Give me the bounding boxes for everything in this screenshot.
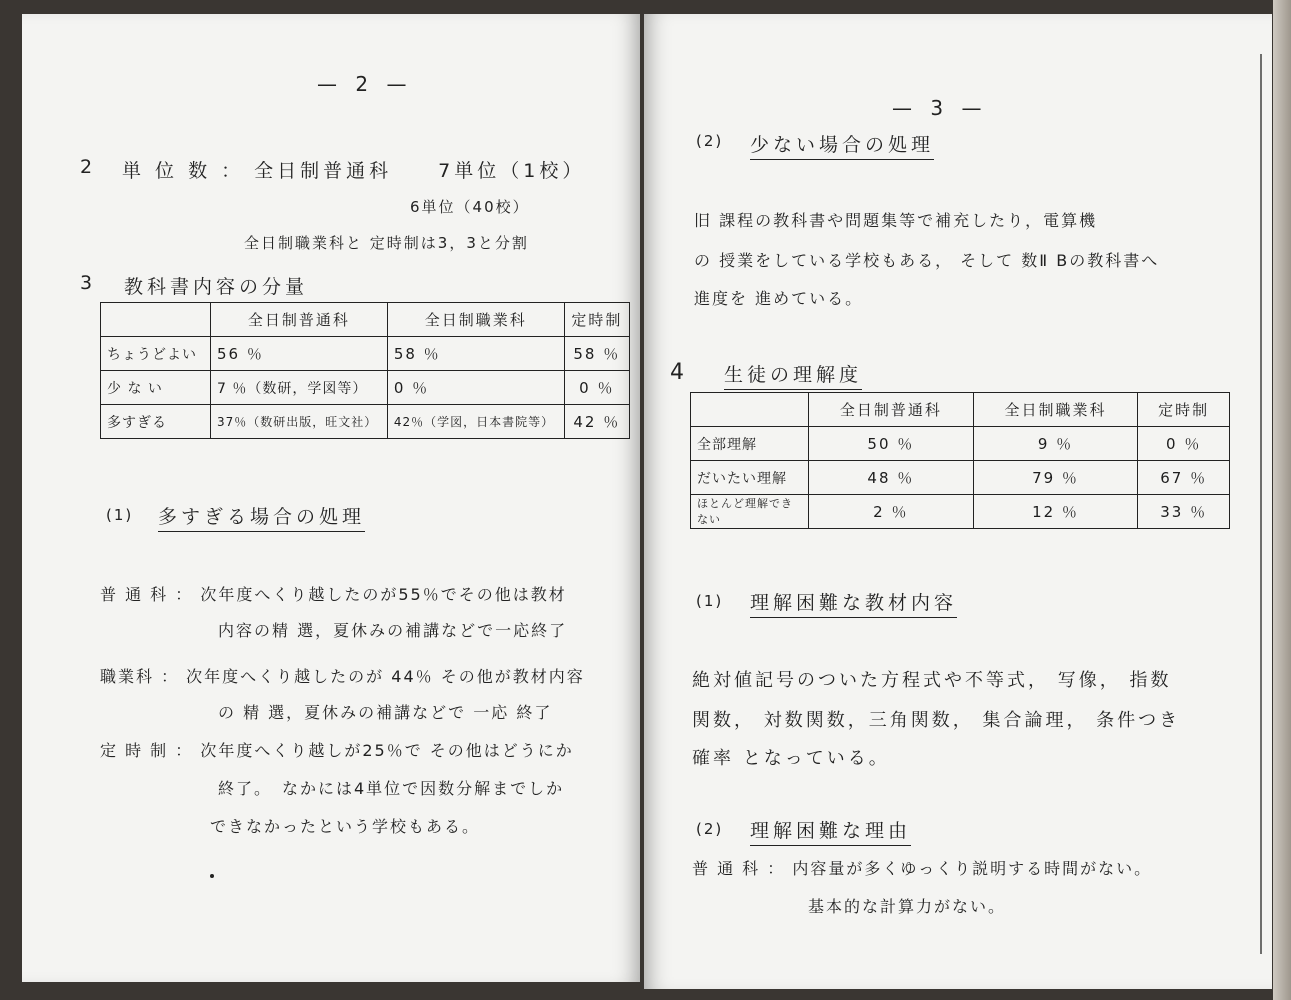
paragraph-line: 基本的な計算力がない。	[808, 897, 1007, 916]
paragraph-line: 関数， 対数関数，三角関数， 集合論理， 条件つき	[692, 710, 1181, 731]
sub-1-title: 多すぎる場合の処理	[158, 502, 365, 532]
table-cell: 79 ％	[973, 461, 1138, 495]
item-2-line1: 単 位 数 ： 全日制普通科 7単位（1校）	[122, 160, 586, 182]
table-header: 全日制普通科	[809, 393, 974, 427]
sub-3-number: (1)	[696, 592, 724, 610]
page-edge	[1273, 0, 1291, 1000]
item-2-line2: 6単位（40校）	[410, 198, 530, 216]
paragraph-line: 普 通 科 ： 次年度へくり越したのが55％でその他は教材	[100, 585, 567, 604]
item-3-title: 教科書内容の分量	[124, 276, 309, 298]
table-cell: 58 ％	[564, 337, 629, 371]
ink-dot	[210, 874, 214, 878]
paragraph-line: の 授業をしている学校もある， そして 数Ⅱ Bの教科書へ	[694, 251, 1160, 270]
row-label: ちょうどよい	[101, 337, 211, 371]
row-label: ほとんど理解できない	[691, 495, 809, 529]
paragraph-line: 定 時 制 ： 次年度へくり越しが25％で その他はどうにか	[100, 741, 574, 760]
table-header: 定時制	[564, 303, 629, 337]
item-4-number: 4	[670, 360, 688, 385]
paragraph-line: 内容の精 選，夏休みの補講などで一応終了	[218, 621, 568, 640]
understanding-table	[690, 392, 1230, 529]
table-header: 全日制職業科	[387, 303, 564, 337]
row-label: だいたい理解	[691, 461, 809, 495]
sub-2-title: 少ない場合の処理	[750, 130, 934, 160]
table-row	[101, 405, 630, 439]
table-cell: 42％（学図，日本書院等）	[387, 405, 564, 439]
sub-3-title: 理解困難な教材内容	[750, 588, 957, 618]
paragraph-line: 旧 課程の教科書や問題集等で補充したり，電算機	[694, 211, 1098, 230]
row-label: 多すぎる	[101, 405, 211, 439]
table-row	[691, 461, 1230, 495]
table-header-row	[691, 393, 1230, 427]
paragraph-line: 確率 となっている。	[692, 748, 890, 769]
paragraph-line: 職業科 ： 次年度へくり越したのが 44％ その他が教材内容	[100, 667, 585, 686]
table-cell: 58 ％	[387, 337, 564, 371]
table-cell: 56 ％	[211, 337, 388, 371]
table-cell: 2 ％	[809, 495, 974, 529]
table-row	[691, 495, 1230, 529]
sub-4-title: 理解困難な理由	[750, 816, 911, 846]
item-2-line3: 全日制職業科と 定時制は3，3と分割	[244, 234, 529, 252]
paragraph-line: できなかったという学校もある。	[210, 817, 481, 836]
table-cell	[691, 393, 809, 427]
table-cell: 0 ％	[1138, 427, 1230, 461]
table-cell: 42 ％	[564, 405, 629, 439]
right-page	[644, 14, 1272, 989]
row-label: 少 な い	[101, 371, 211, 405]
sub-4-number: (2)	[696, 820, 724, 838]
table-cell: 37％（数研出版，旺文社）	[211, 405, 388, 439]
table-cell: 67 ％	[1138, 461, 1230, 495]
item-4-title: 生徒の理解度	[724, 360, 862, 390]
paragraph-line: の 精 選，夏休みの補講などで 一応 終了	[218, 703, 553, 722]
paragraph-line: 普 通 科 ： 内容量が多くゆっくり説明する時間がない。	[692, 859, 1153, 878]
table-cell: 0 ％	[564, 371, 629, 405]
table-cell: 9 ％	[973, 427, 1138, 461]
table-header-row	[101, 303, 630, 337]
table-cell: 0 ％	[387, 371, 564, 405]
table-header: 全日制普通科	[211, 303, 388, 337]
amount-table	[100, 302, 630, 439]
table-cell: 48 ％	[809, 461, 974, 495]
paragraph-line: 絶対値記号のついた方程式や不等式， 写像， 指数	[692, 670, 1172, 691]
page-number: — 2 —	[317, 72, 413, 96]
table-cell: 33 ％	[1138, 495, 1230, 529]
table-header: 全日制職業科	[973, 393, 1138, 427]
page-number: — 3 —	[892, 96, 988, 120]
item-2-number: 2	[80, 156, 97, 178]
item-3-number: 3	[80, 272, 97, 294]
paragraph-line: 進度を 進めている。	[694, 289, 864, 308]
table-row	[101, 337, 630, 371]
sub-1-number: (1)	[106, 506, 134, 524]
table-cell: 7 ％（数研，学図等）	[211, 371, 388, 405]
sub-2-number: (2)	[696, 132, 724, 150]
row-label: 全部理解	[691, 427, 809, 461]
table-header: 定時制	[1138, 393, 1230, 427]
table-cell: 12 ％	[973, 495, 1138, 529]
table-row	[101, 371, 630, 405]
left-page	[22, 14, 640, 982]
table-cell: 50 ％	[809, 427, 974, 461]
paragraph-line: 終了。 なかには4単位で因数分解までしか	[218, 779, 565, 798]
table-row	[691, 427, 1230, 461]
table-cell	[101, 303, 211, 337]
